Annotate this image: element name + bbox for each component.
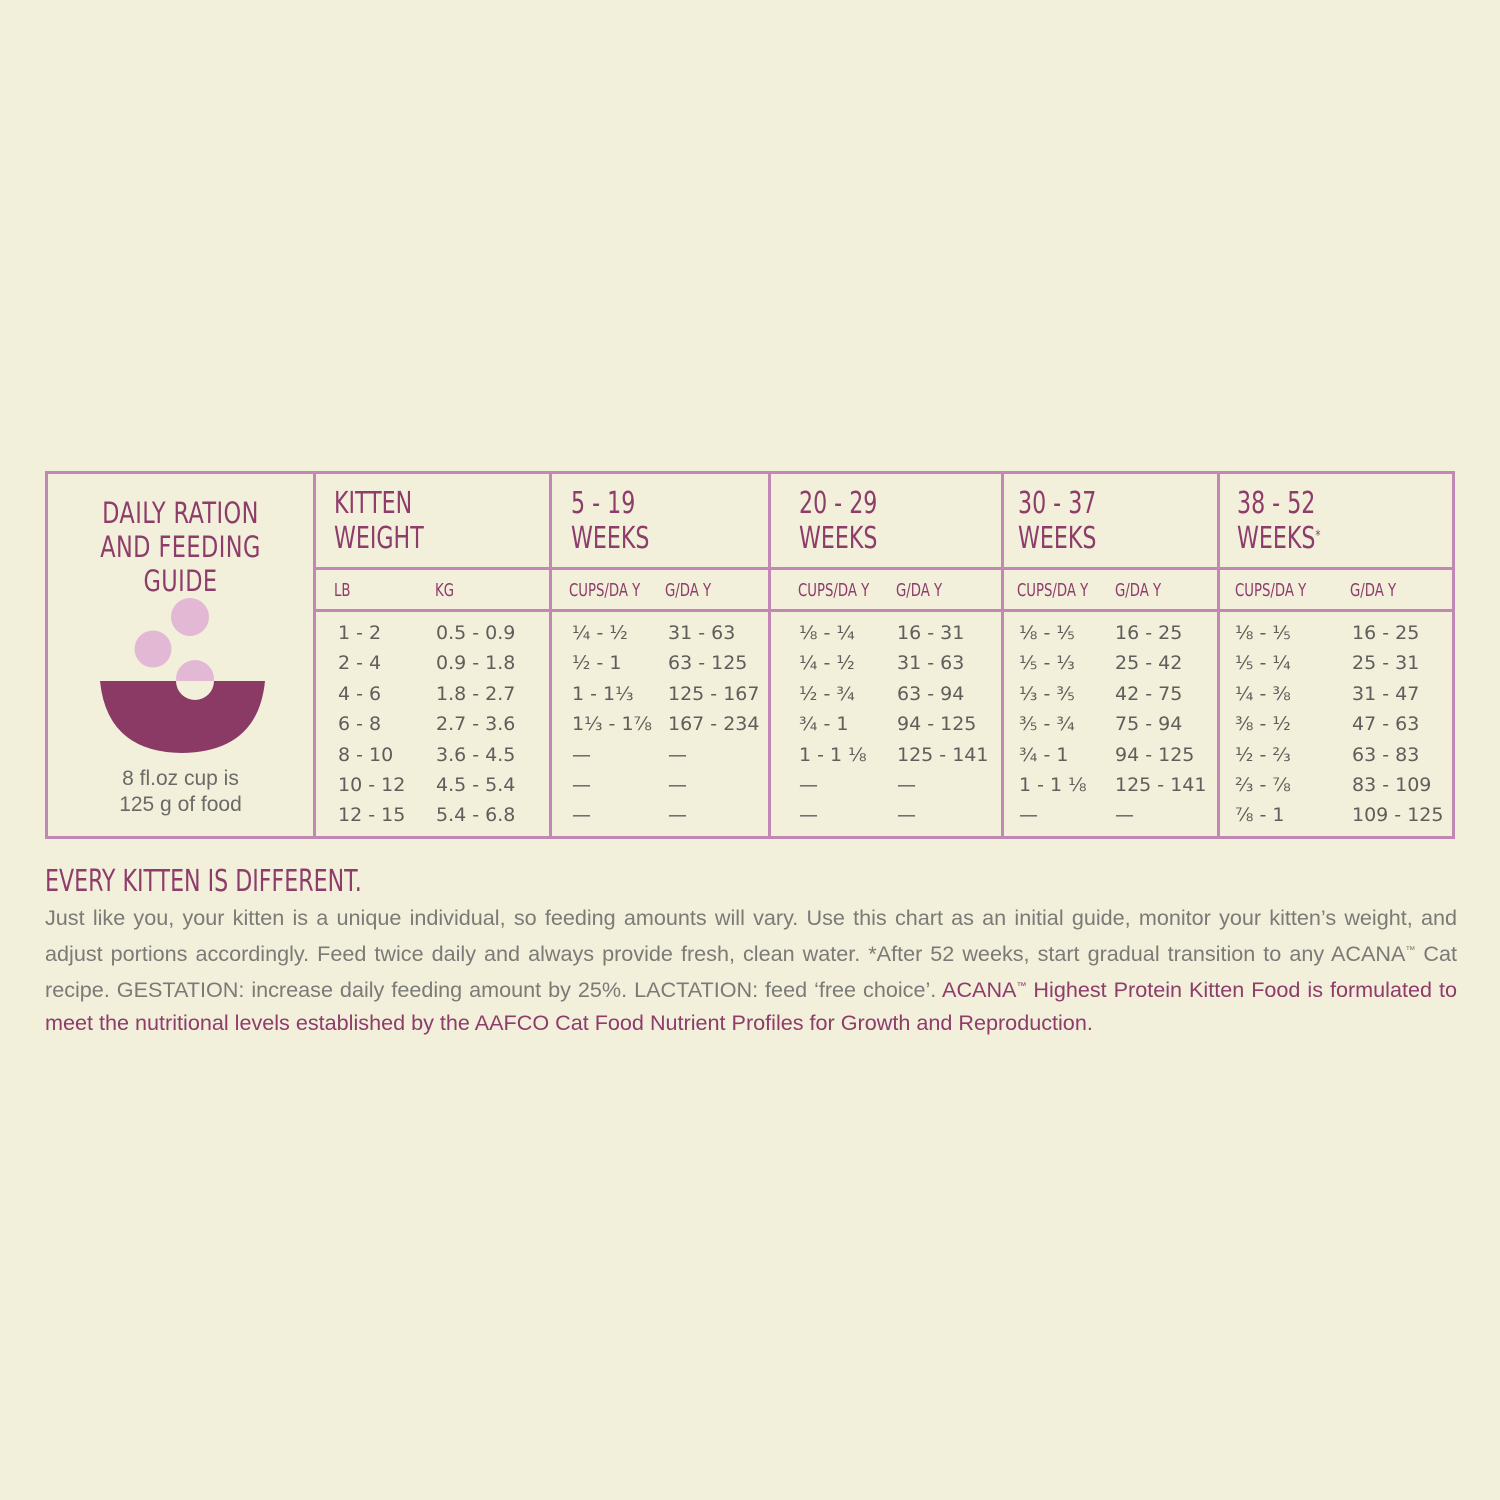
subheader-cups-per-day: CUPS/DA Y xyxy=(1017,580,1089,601)
table-cell: 16 - 25 xyxy=(1352,622,1420,644)
table-cell: ⅔ - ⅞ xyxy=(1235,774,1291,796)
brand-name: ACANA xyxy=(942,977,1017,1003)
table-cell: 63 - 94 xyxy=(897,682,965,705)
header-divider xyxy=(313,567,1452,570)
table-cell: ⅞ - 1 xyxy=(1235,804,1285,827)
table-cell: ¾ - 1 xyxy=(1019,743,1069,766)
column-header-30-37-weeks xyxy=(1018,486,1096,556)
table-cell: 3.6 - 4.5 xyxy=(436,743,516,766)
table-cell: 1 - 2 xyxy=(338,622,382,644)
column-divider xyxy=(313,474,316,836)
subheader-grams-per-day: G/DA Y xyxy=(896,580,943,601)
table-cell: 31 - 63 xyxy=(668,622,736,644)
note-paragraph xyxy=(45,901,1457,1039)
column-header-line xyxy=(1237,521,1321,556)
subheader-grams-per-day: G/DA Y xyxy=(665,580,712,601)
guide-title-line: AND FEEDING GUIDE xyxy=(100,530,261,598)
table-cell: 94 - 125 xyxy=(897,713,977,736)
guide-title xyxy=(67,496,295,598)
table-cell: 31 - 63 xyxy=(897,652,965,675)
table-cell: — xyxy=(668,804,687,827)
table-cell: ⅗ - ¾ xyxy=(1019,713,1075,736)
table-cell: 16 - 31 xyxy=(897,622,965,644)
table-cell: ⅓ - ⅗ xyxy=(1019,682,1075,705)
table-cell: ¼ - ½ xyxy=(799,652,855,675)
table-cell: ¼ - ½ xyxy=(572,622,628,644)
table-cell: — xyxy=(668,774,687,796)
table-cell: 42 - 75 xyxy=(1115,682,1183,705)
table-cell: 125 - 141 xyxy=(897,743,989,766)
table-cell: — xyxy=(572,743,591,766)
table-cell: ½ - 1 xyxy=(572,652,622,675)
table-cell: 2.7 - 3.6 xyxy=(436,713,516,736)
column-header-line: 5 - 19 xyxy=(571,486,636,521)
table-cell: 125 - 141 xyxy=(1115,774,1207,796)
table-cell: 0.9 - 1.8 xyxy=(436,652,516,675)
subheader-divider xyxy=(313,609,1452,612)
table-cell: 31 - 47 xyxy=(1352,682,1420,705)
column-header-kitten-weight xyxy=(334,486,424,556)
cup-note-line: 125 g of food xyxy=(119,793,242,816)
table-cell: ⅛ - ⅕ xyxy=(1019,622,1075,644)
table-cell: ½ - ¾ xyxy=(799,682,855,705)
subheader-grams-per-day: G/DA Y xyxy=(1350,580,1397,601)
column-header-line: WEEKS xyxy=(571,521,650,556)
table-cell: ⅕ - ¼ xyxy=(1235,652,1291,675)
table-cell: 2 - 4 xyxy=(338,652,382,675)
table-cell: 4.5 - 5.4 xyxy=(436,774,516,796)
column-divider xyxy=(1001,474,1004,836)
column-divider xyxy=(549,474,552,836)
table-cell: 8 - 10 xyxy=(338,743,394,766)
column-header-line: 20 - 29 xyxy=(799,486,878,521)
column-header-text: WEEKS xyxy=(1237,521,1316,556)
subheader-cups-per-day: CUPS/DA Y xyxy=(1235,580,1307,601)
table-cell: 83 - 109 xyxy=(1352,774,1432,796)
table-cell: 47 - 63 xyxy=(1352,713,1420,736)
table-cell: — xyxy=(799,804,818,827)
column-header-line: WEEKS xyxy=(799,521,878,556)
column-header-line: 30 - 37 xyxy=(1018,486,1097,521)
column-header-line: WEEKS xyxy=(1018,521,1097,556)
table-cell: 6 - 8 xyxy=(338,713,382,736)
table-cell: — xyxy=(572,804,591,827)
cup-note-line: 8 fl.oz cup is xyxy=(122,767,239,790)
column-header-38-52-weeks xyxy=(1237,486,1321,556)
subheader-lb: LB xyxy=(334,580,351,601)
table-cell: ⅛ - ⅕ xyxy=(1235,622,1291,644)
table-cell: ⅛ - ¼ xyxy=(799,622,855,644)
food-bowl-icon xyxy=(98,596,268,756)
subheader-kg: KG xyxy=(435,580,455,601)
trademark-mark: ™ xyxy=(1405,945,1416,956)
table-cell: — xyxy=(1019,804,1038,827)
table-cell: — xyxy=(572,774,591,796)
trademark-mark: ™ xyxy=(1016,981,1027,993)
note-accent-sentence: Highest Protein Kitten Food is formulated to meet the nutritional levels established by the AAFCO Cat Food Nutrient Profiles for Growth and Reproduction. xyxy=(45,977,1457,1036)
table-cell: ⅜ - ½ xyxy=(1235,713,1291,736)
table-cell: 5.4 - 6.8 xyxy=(436,804,516,827)
note-text: Cat recipe. GESTATION: increase daily feeding amount by 25%. LACTATION: feed ‘free choice’. xyxy=(45,941,1458,1003)
note-heading: EVERY KITTEN IS DIFFERENT. xyxy=(45,864,362,899)
table-cell: 0.5 - 0.9 xyxy=(436,622,516,644)
cup-size-note xyxy=(48,766,313,818)
column-header-line: WEIGHT xyxy=(334,521,424,556)
feeding-guide-table xyxy=(45,471,1455,839)
table-cell: 25 - 42 xyxy=(1115,652,1183,675)
table-cell: 10 - 12 xyxy=(338,774,406,796)
table-cell: 1 - 1 ⅛ xyxy=(799,743,867,766)
subheader-cups-per-day: CUPS/DA Y xyxy=(569,580,641,601)
subheader-grams-per-day: G/DA Y xyxy=(1115,580,1162,601)
table-cell: 12 - 15 xyxy=(338,804,406,827)
table-cell: ¾ - 1 xyxy=(799,713,849,736)
table-cell: 4 - 6 xyxy=(338,682,382,705)
column-divider xyxy=(768,474,771,836)
table-cell: 25 - 31 xyxy=(1352,652,1420,675)
table-cell: 94 - 125 xyxy=(1115,743,1195,766)
table-cell: — xyxy=(799,774,818,796)
table-cell: ¼ - ⅜ xyxy=(1235,682,1291,705)
table-cell: 167 - 234 xyxy=(668,713,760,736)
table-cell: 1 - 1 ⅛ xyxy=(1019,774,1087,796)
table-cell: 125 - 167 xyxy=(668,682,760,705)
table-cell: — xyxy=(1115,804,1134,827)
subheader-cups-per-day: CUPS/DA Y xyxy=(798,580,870,601)
table-cell: — xyxy=(897,804,916,827)
table-cell: — xyxy=(897,774,916,796)
column-header-20-29-weeks xyxy=(799,486,877,556)
note-text: Just like you, your kitten is a unique individual, so feeding amounts will vary. Use this chart as an initial guide, monitor your kitten’s weight, and adjust portions accordingly. Feed twice daily and always provide fresh, clean water. *After 52 weeks, start gradual transition to any ACANA xyxy=(45,905,1457,967)
table-cell: 63 - 83 xyxy=(1352,743,1420,766)
table-cell: 63 - 125 xyxy=(668,652,748,675)
table-cell: ½ - ⅔ xyxy=(1235,743,1291,766)
table-cell: — xyxy=(668,743,687,766)
footnote-marker: * xyxy=(1315,528,1321,544)
table-cell: 1.8 - 2.7 xyxy=(436,682,516,705)
table-cell: 1 - 1⅓ xyxy=(572,682,634,705)
column-divider xyxy=(1217,474,1220,836)
column-header-5-19-weeks xyxy=(571,486,649,556)
column-header-line: 38 - 52 xyxy=(1237,486,1316,521)
column-header-line: KITTEN xyxy=(334,486,413,521)
table-cell: 16 - 25 xyxy=(1115,622,1183,644)
guide-title-line: DAILY RATION xyxy=(102,496,259,530)
table-cell: 1⅓ - 1⅞ xyxy=(572,713,652,736)
table-cell: 75 - 94 xyxy=(1115,713,1183,736)
table-cell: ⅕ - ⅓ xyxy=(1019,652,1075,675)
table-cell: 109 - 125 xyxy=(1352,804,1444,827)
